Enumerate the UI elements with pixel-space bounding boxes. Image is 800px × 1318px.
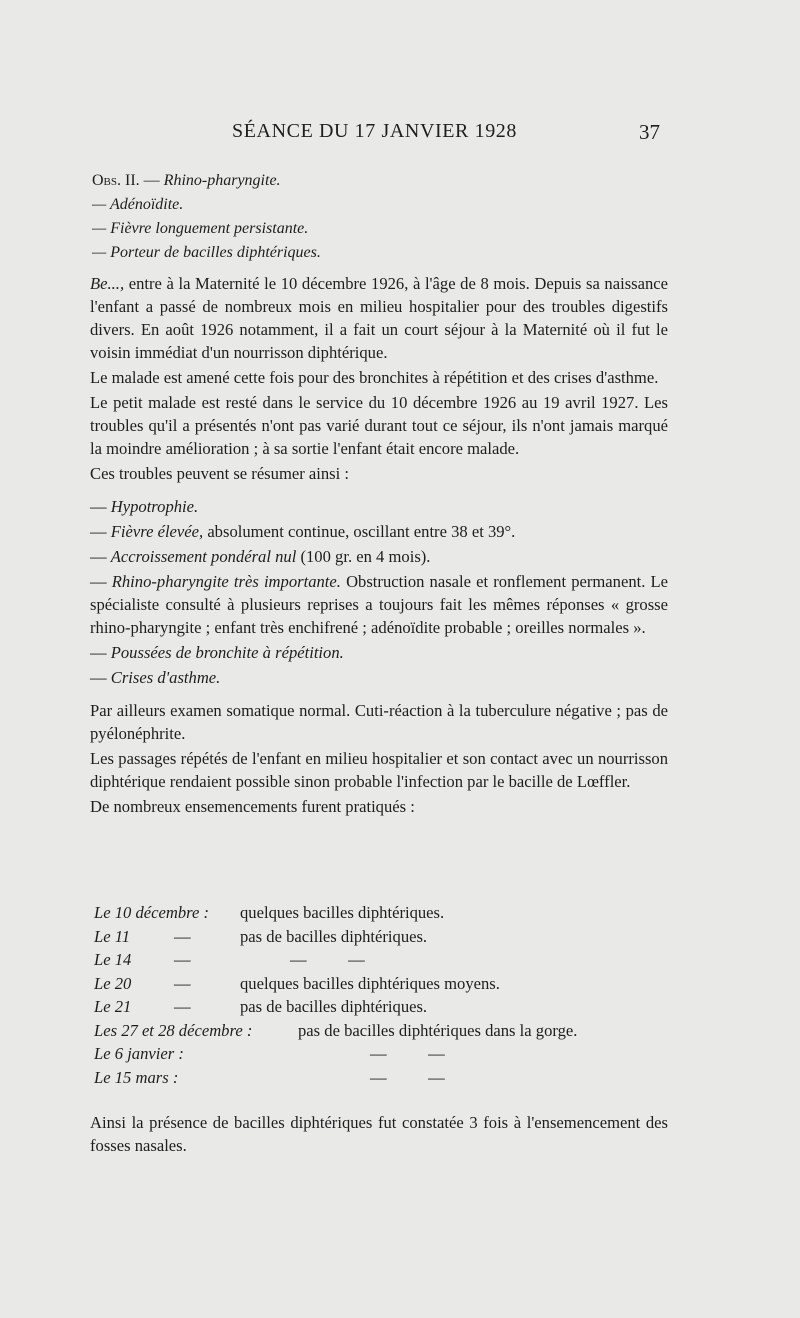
symptom-item: — Accroissement pondéral nul (100 gr. en 4 mois). <box>90 547 431 566</box>
culture-row <box>94 974 674 998</box>
page-header <box>88 120 660 150</box>
page-number: 37 <box>639 120 660 144</box>
paragraph: Par ailleurs examen somatique normal. Cuti-réaction à la tuberculure négative ; pas de pyélonéphrite. <box>90 701 668 743</box>
culture-date: Le 20 <box>94 973 132 993</box>
paragraph: De nombreux ensemencements furent pratiqués : <box>90 797 415 816</box>
observation-title: Rhino-pharyngite. <box>163 172 281 189</box>
culture-row <box>94 950 674 974</box>
observation-line: — Porteur de bacilles diphtériques. <box>92 244 321 261</box>
ditto-dash: — <box>174 926 191 946</box>
ditto-dash: — <box>174 950 191 969</box>
culture-row <box>94 903 674 927</box>
ditto-dash: — <box>174 973 191 993</box>
culture-result: quelques bacilles diphtériques. <box>240 903 445 922</box>
culture-row <box>94 1021 674 1045</box>
culture-result: quelques bacilles diphtériques moyens. <box>240 973 500 993</box>
symptom-item: — Poussées de bronchite à répétition. <box>90 643 344 662</box>
patient-name: Be..., <box>90 274 125 293</box>
observation-line: — Fièvre longuement persistante. <box>92 220 309 237</box>
culture-result: — — <box>290 950 365 969</box>
paragraph: Le petit malade est resté dans le service du 10 décembre 1926 au 19 avril 1927. Les troubles qu'il a présentés n'ont pas varié durant tout ce séjour, ils n'ont jamais marqué la moindre amélioration ; à sa sortie l'enfant était encore malade. <box>90 393 668 458</box>
ditto-dash: — <box>174 997 191 1016</box>
paragraph-text: entre à la Maternité le 10 décembre 1926, à l'âge de 8 mois. Depuis sa naissance l'enfant a passé de nombreux mois en milieu hospitalier pour des troubles digestifs divers. En août 1926 notamment, il a fait un court séjour à la Maternité où il fut le voisin immédiat d'un nourrisson diphtérique. <box>90 274 668 362</box>
culture-row <box>94 1068 674 1092</box>
culture-result: pas de bacilles diphtériques. <box>240 997 428 1016</box>
paragraph <box>90 272 668 364</box>
culture-table <box>94 903 674 1091</box>
symptom-item: — Fièvre élevée, absolument continue, oscillant entre 38 et 39°. <box>90 522 516 541</box>
observation-line: — Adénoïdite. <box>92 196 184 213</box>
culture-result: — — <box>370 1044 445 1063</box>
culture-result: pas de bacilles diphtériques. <box>240 926 428 946</box>
culture-date: Le 15 mars : <box>94 1067 179 1087</box>
culture-date: Le 10 décembre : <box>94 903 210 922</box>
symptom-list <box>90 495 668 689</box>
observation-label: Obs. II. — <box>92 172 160 189</box>
symptom-item: — Crises d'asthme. <box>90 668 221 687</box>
culture-result: pas de bacilles diphtériques dans la gorge. <box>298 1020 578 1040</box>
culture-date: Les 27 et 28 décembre : <box>94 1020 253 1040</box>
observation-line <box>92 169 652 193</box>
closing-paragraph: Ainsi la présence de bacilles diphtériques fut constatée 3 fois à l'ensemencement des fosses nasales. <box>90 1112 668 1155</box>
paragraph: Le malade est amené cette fois pour des bronchites à répétition et des crises d'asthme. <box>90 368 659 387</box>
culture-date: Le 14 <box>94 950 132 969</box>
paragraph: Ces troubles peuvent se résumer ainsi : <box>90 464 349 483</box>
symptom-item: — Hypotrophie. <box>90 497 199 516</box>
culture-row <box>94 997 674 1021</box>
culture-row <box>94 1044 674 1068</box>
culture-date: Le 21 <box>94 997 132 1016</box>
culture-date: Le 6 janvier : <box>94 1044 184 1063</box>
paragraph: Les passages répétés de l'enfant en milieu hospitalier et son contact avec un nourrisson diphtérique rendaient possible sinon probable l'infection par le bacille de Lœffler. <box>90 749 668 791</box>
culture-result: — — <box>370 1067 445 1087</box>
running-title: SÉANCE DU 17 JANVIER 1928 <box>232 120 517 142</box>
body-text <box>90 272 668 820</box>
observation-heading <box>92 169 652 265</box>
symptom-item: — Rhino-pharyngite très importante. Obstruction nasale et ronflement permanent. Le spécialiste consulté à plusieurs reprises a toujours fait les mêmes réponses « grosse rhino-pharyngite ; enfant très enchifrené ; adénoïdite probable ; oreilles normales ». <box>90 572 669 637</box>
culture-date: Le 11 <box>94 926 131 946</box>
culture-row <box>94 927 674 951</box>
